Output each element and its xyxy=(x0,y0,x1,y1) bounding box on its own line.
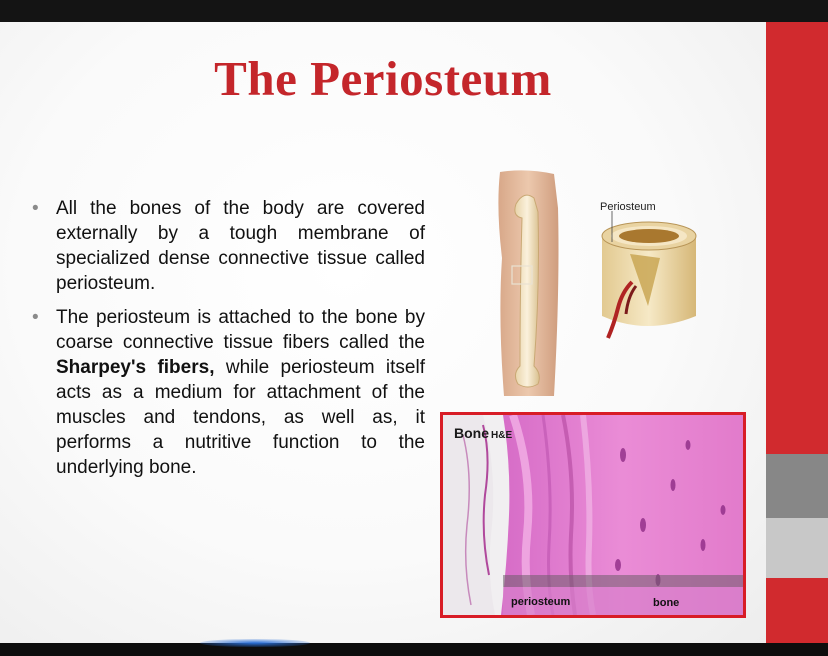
histology-title-text: Bone xyxy=(454,425,489,441)
histology-title xyxy=(454,425,512,441)
periosteum-label: Periosteum xyxy=(600,201,656,213)
histology-stain: H&E xyxy=(491,430,513,441)
bullet-marker: • xyxy=(32,198,39,219)
bullet-text-1: All the bones of the body are covered externally by a tough membrane of specialized dense connective tissue called periosteum. xyxy=(56,198,425,294)
histology-bone-label: bone xyxy=(653,597,680,609)
bullet-text-2-before: The periosteum is attached to the bone by coarse connective tissue fibers called the xyxy=(56,307,425,353)
bullet-text-2-bold: Sharpey's fibers, xyxy=(56,357,215,378)
bullet-item-2 xyxy=(30,305,425,480)
bullet-text-2-after: while periosteum itself acts as a medium for attachment of the muscles and tendons, as well as, it performs a nutritive function to the underlying bone. xyxy=(56,357,425,478)
bullet-list xyxy=(30,196,425,489)
bone-cross-section-illustration xyxy=(592,196,702,356)
side-accent-gray-dark xyxy=(766,454,828,518)
bottom-glow-indicator xyxy=(200,639,310,647)
slide-title: The Periosteum xyxy=(214,51,552,106)
femur-illustration xyxy=(494,168,594,396)
histology-periosteum-label: periosteum xyxy=(511,596,571,608)
bullet-text-2 xyxy=(56,305,425,480)
bullet-marker: • xyxy=(32,307,39,328)
bottom-window-bar xyxy=(0,643,828,656)
histology-image xyxy=(440,412,746,618)
top-window-bar xyxy=(0,0,828,22)
bullet-item-1 xyxy=(30,196,425,296)
side-accent-gray-light xyxy=(766,518,828,578)
